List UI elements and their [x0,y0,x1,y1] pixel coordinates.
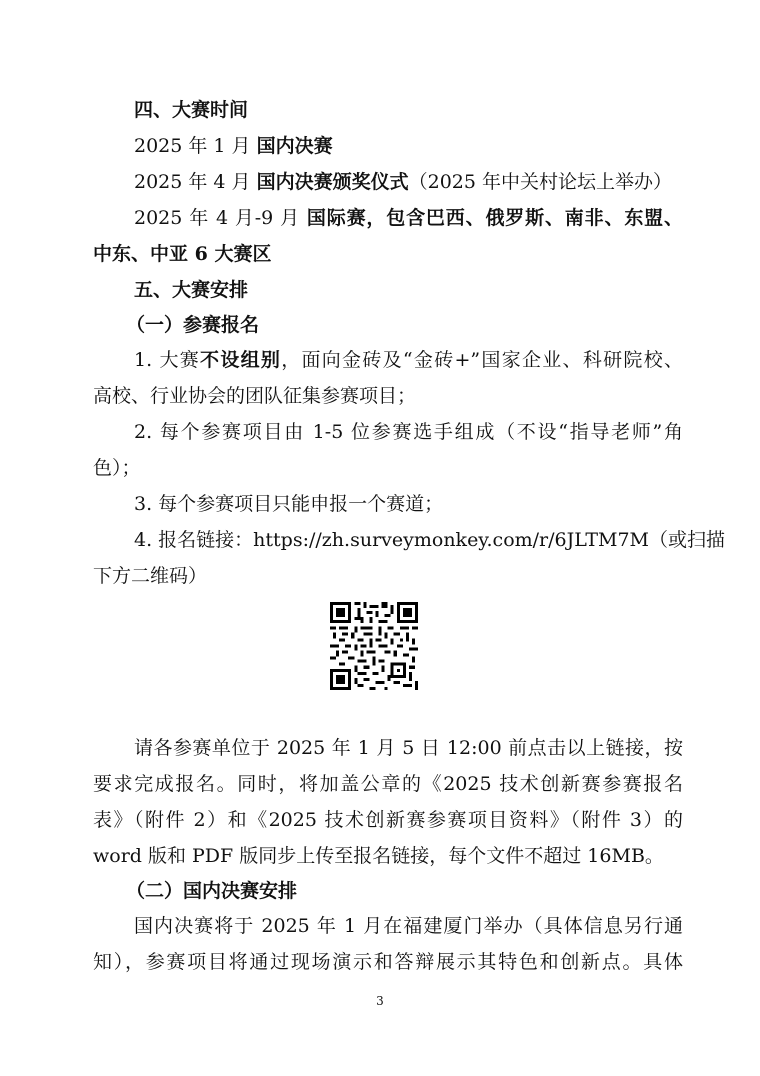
after-qr-line-2 [93,772,683,796]
registration-item-1 [134,348,683,372]
final-text-2: 知），参赛项目将通过现场演示和答辩展示其特色和创新点。具体 [93,951,683,973]
section5-heading: 五、大赛安排 [134,279,249,301]
final-arrangement-line-1 [134,914,683,938]
item1-bold: 不设组别 [200,349,282,371]
registration-item-3: 3. 每个参赛项目只能申报一个赛道； [134,493,444,515]
schedule-date: 2025 年 4 月-9 月 [134,207,300,229]
page-number: 3 [376,994,384,1008]
final-text-1: 国内决赛将于 2025 年 1 月在福建厦门举办（具体信息另行通 [134,915,683,937]
after-qr-line-3 [93,808,683,832]
item2-text: 2. 每个参赛项目由 1-5 位参赛选手组成（不设“指导老师”角 [134,421,683,443]
schedule-item-3 [134,206,683,230]
qr-code-graphic [330,602,418,690]
schedule-item-3-cont: 中东、中亚 6 大赛区 [93,243,272,265]
registration-link-text: 4. 报名链接：https://zh.surveymonkey.com/r/6JLTM7M（或扫描 [134,529,725,551]
schedule-item-2 [134,170,683,194]
item1-pre: 1. 大赛 [134,349,201,371]
sub1-heading: （一）参赛报名 [126,314,260,336]
registration-item-4-cont: 下方二维码） [93,565,208,587]
registration-item-4 [134,528,725,552]
registration-item-2 [134,420,683,444]
item1-rest: ，面向金砖及“金砖+”国家企业、科研院校、 [281,349,683,371]
after-qr-line-1 [134,736,683,760]
schedule-item-1 [134,134,683,158]
after-qr-text-3: 表》（附件 2）和《2025 技术创新赛参赛项目资料》（附件 3）的 [93,809,683,831]
after-qr-line-4: word 版和 PDF 版同步上传至报名链接，每个文件不超过 16MB。 [93,845,664,867]
qr-code-icon [330,602,418,690]
section4-heading: 四、大赛时间 [134,99,249,121]
schedule-date: 2025 年 1 月 [134,135,251,157]
final-arrangement-line-2 [93,950,683,974]
registration-item-2-cont: 色）； [93,457,141,479]
after-qr-text-1: 请各参赛单位于 2025 年 1 月 5 日 12:00 前点击以上链接，按 [134,737,683,759]
after-qr-text-2: 要求完成报名。同时，将加盖公章的《2025 技术创新赛参赛报名 [93,773,683,795]
registration-item-1-cont: 高校、行业协会的团队征集参赛项目； [93,385,417,407]
schedule-event: 国际赛，包含巴西、俄罗斯、南非、东盟、 [306,207,684,229]
schedule-event: 国内决赛颁奖仪式 [256,171,409,193]
schedule-note: （2025 年中关村论坛上举办） [408,171,673,193]
schedule-date: 2025 年 4 月 [134,171,251,193]
sub2-heading: （二）国内决赛安排 [126,880,298,902]
schedule-event: 国内决赛 [256,135,333,157]
